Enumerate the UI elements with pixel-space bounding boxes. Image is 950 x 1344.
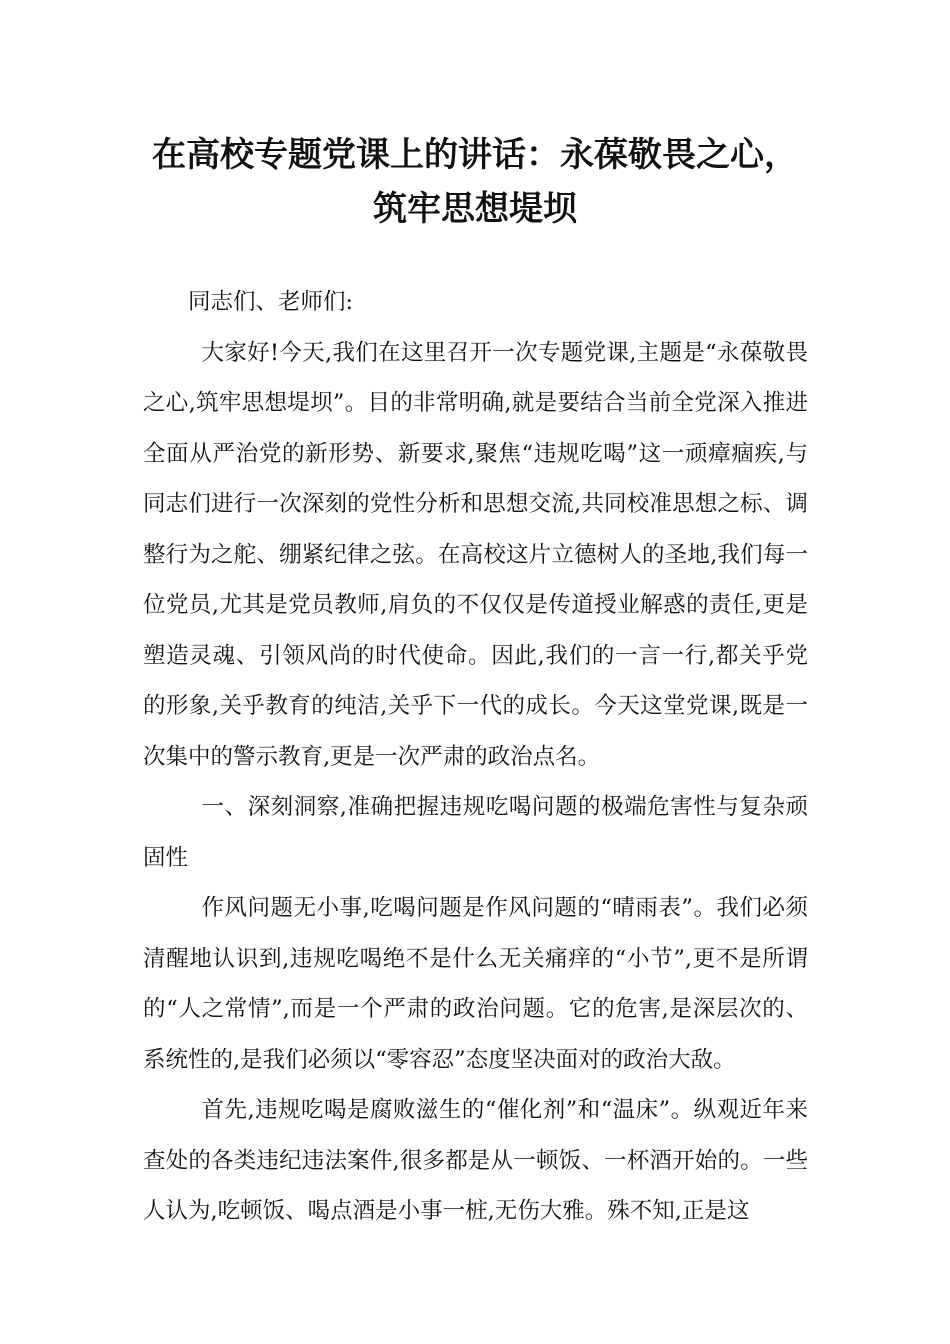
document-title xyxy=(100,128,850,236)
paragraph-3: 首先,违规吃喝是腐败滋生的“催化剂”和“温床”。纵观近年来查处的各类违纪违法案件,很多都是从一顿饭、一杯酒开始的。一些人认为,吃顿饭、喝点酒是小事一桩,无伤大雅。殊不知,正是这 xyxy=(143,1097,808,1224)
document-body xyxy=(143,277,808,1237)
greeting: 同志们、老师们: xyxy=(188,289,354,315)
paragraph-2: 作风问题无小事,吃喝问题是作风问题的“晴雨表”。我们必须清醒地认识到,违规吃喝绝不是什么无关痛痒的“小节”,更不是所谓的“人之常情”,而是一个严肃的政治问题。它的危害,是深层次的、系统性的,是我们必须以“零容忍”态度坚决面对的政治大敌。 xyxy=(143,895,808,1073)
title-line-2: 筑牢思想堤坝 xyxy=(373,189,577,229)
paragraph-intro: 大家好!今天,我们在这里召开一次专题党课,主题是“永葆敬畏之心,筑牢思想堤坝”。目的非常明确,就是要结合当前全党深入推进全面从严治党的新形势、新要求,聚焦“违规吃喝”这一顽瘴痼疾,与同志们进行一次深刻的党性分析和思想交流,共同校准思想之标、调整行为之舵、绷紧纪律之弦。在高校这片立德树人的圣地,我们每一位党员,尤其是党员教师,肩负的不仅仅是传道授业解惑的责任,更是塑造灵魂、引领风尚的时代使命。因此,我们的一言一行,都关乎党的形象,关乎教育的纯洁,关乎下一代的成长。今天这堂党课,既是一次集中的警示教育,更是一次严肃的政治点名。 xyxy=(143,339,808,770)
title-line-1: 在高校专题党课上的讲话：永葆敬畏之心， xyxy=(152,135,798,175)
section-heading-1: 一、深刻洞察,准确把握违规吃喝问题的极端危害性与复杂顽固性 xyxy=(143,794,808,871)
